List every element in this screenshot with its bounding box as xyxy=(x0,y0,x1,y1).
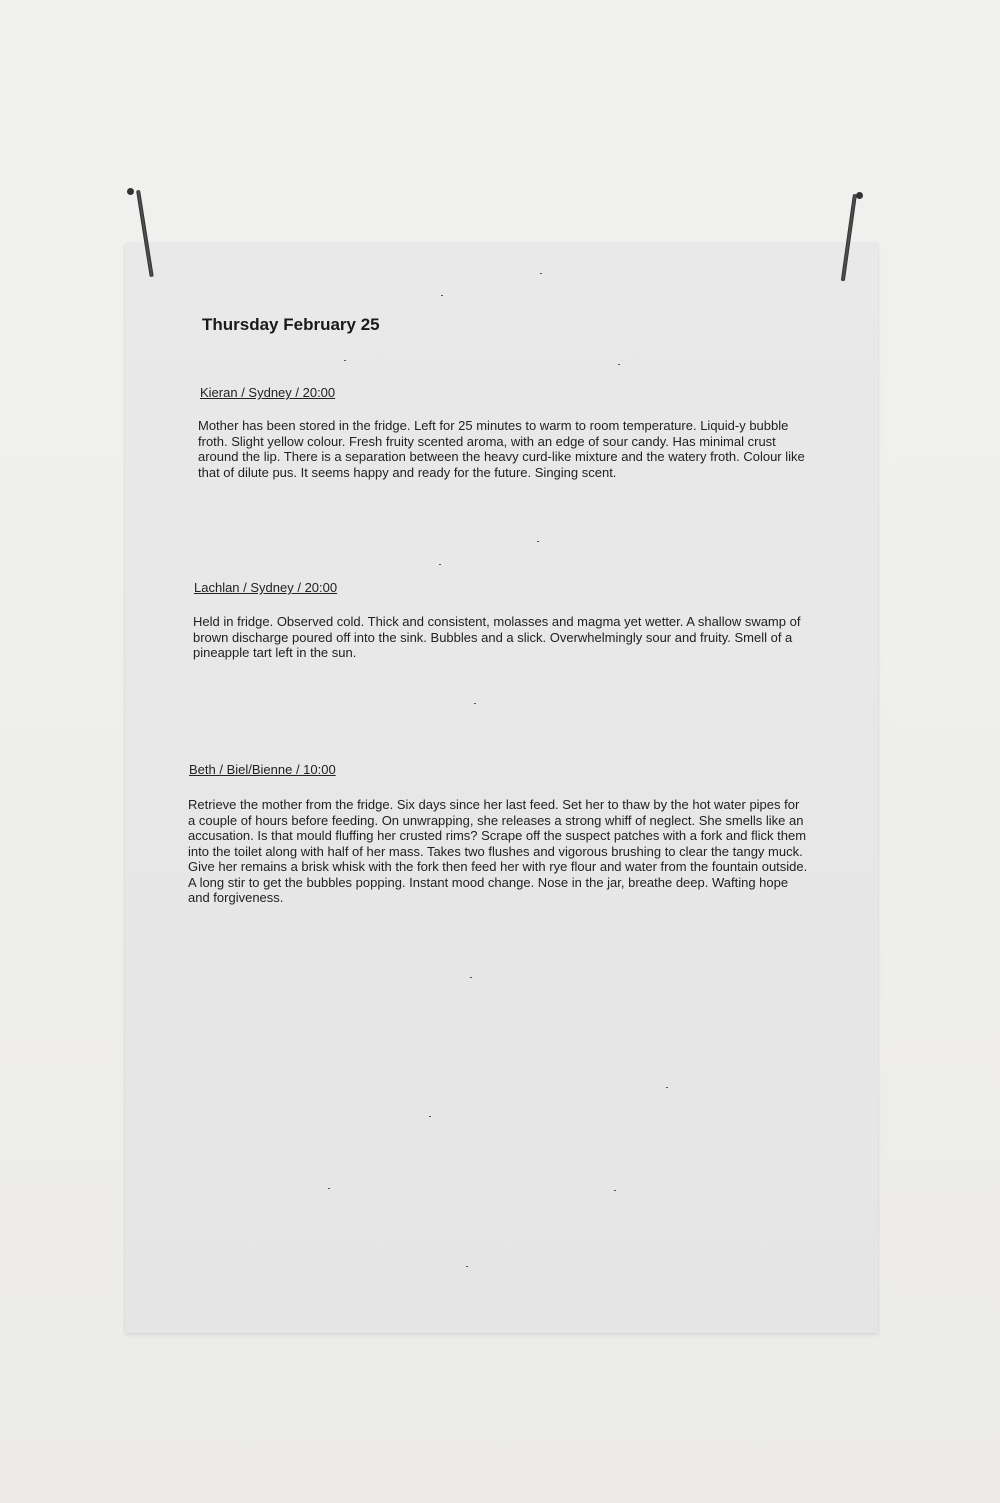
paper-speck xyxy=(540,273,542,274)
paper-speck xyxy=(666,1087,668,1088)
paper-speck xyxy=(537,541,539,542)
paper-speck xyxy=(439,564,441,565)
paper-speck xyxy=(344,360,346,361)
entry-heading-lachlan: Lachlan / Sydney / 20:00 xyxy=(194,580,338,595)
entry-body-kieran: Mother has been stored in the fridge. Left for 25 minutes to warm to room temperature. Liquid-y bubble froth. Slight yellow colour. Fresh fruity scented aroma, with an edge of sour candy. Has minimal crust around the lip. There is a separation between the heavy curd-like mixture and the watery froth. Colour like that of dilute pus. It seems happy and ready for the future. Singing scent. xyxy=(198,418,805,480)
document-title: Thursday February 25 xyxy=(202,315,380,334)
entry-heading-beth: Beth / Biel/Bienne / 10:00 xyxy=(189,762,336,777)
paper-speck xyxy=(470,977,472,978)
paper-speck xyxy=(429,1116,431,1117)
paper-speck xyxy=(466,1266,468,1267)
entry-body-beth: Retrieve the mother from the fridge. Six days since her last feed. Set her to thaw by the hot water pipes for a couple of hours before feeding. On unwrapping, she releases a strong whiff of neglect. She smells like an accusation. Is that mould fluffing her crusted rims? Scrape off the suspect patches with a fork and flick them into the toilet along with half of her mass. Takes two flushes and vigorous brushing to clear the tangy muck. Give her remains a brisk whisk with the fork then feed her with rye flour and water from the fountain outside. A long stir to get the bubbles popping. Instant mood change. Nose in the jar, breathe deep. Wafting hope and forgiveness. xyxy=(188,797,808,905)
paper-speck xyxy=(618,364,620,365)
left-nail-head xyxy=(127,188,134,195)
paper-speck xyxy=(328,1188,330,1189)
paper-speck xyxy=(474,703,476,704)
entry-heading-kieran: Kieran / Sydney / 20:00 xyxy=(200,385,336,400)
paper-speck xyxy=(614,1190,616,1191)
paper-speck xyxy=(441,295,443,296)
paper-sheet xyxy=(125,243,878,1333)
entry-body-lachlan: Held in fridge. Observed cold. Thick and consistent, molasses and magma yet wetter. A shallow swamp of brown discharge poured off into the sink. Bubbles and a slick. Overwhelmingly sour and fruity. Smell of a pineapple tart left in the sun. xyxy=(193,614,801,660)
right-nail-head xyxy=(856,192,863,199)
